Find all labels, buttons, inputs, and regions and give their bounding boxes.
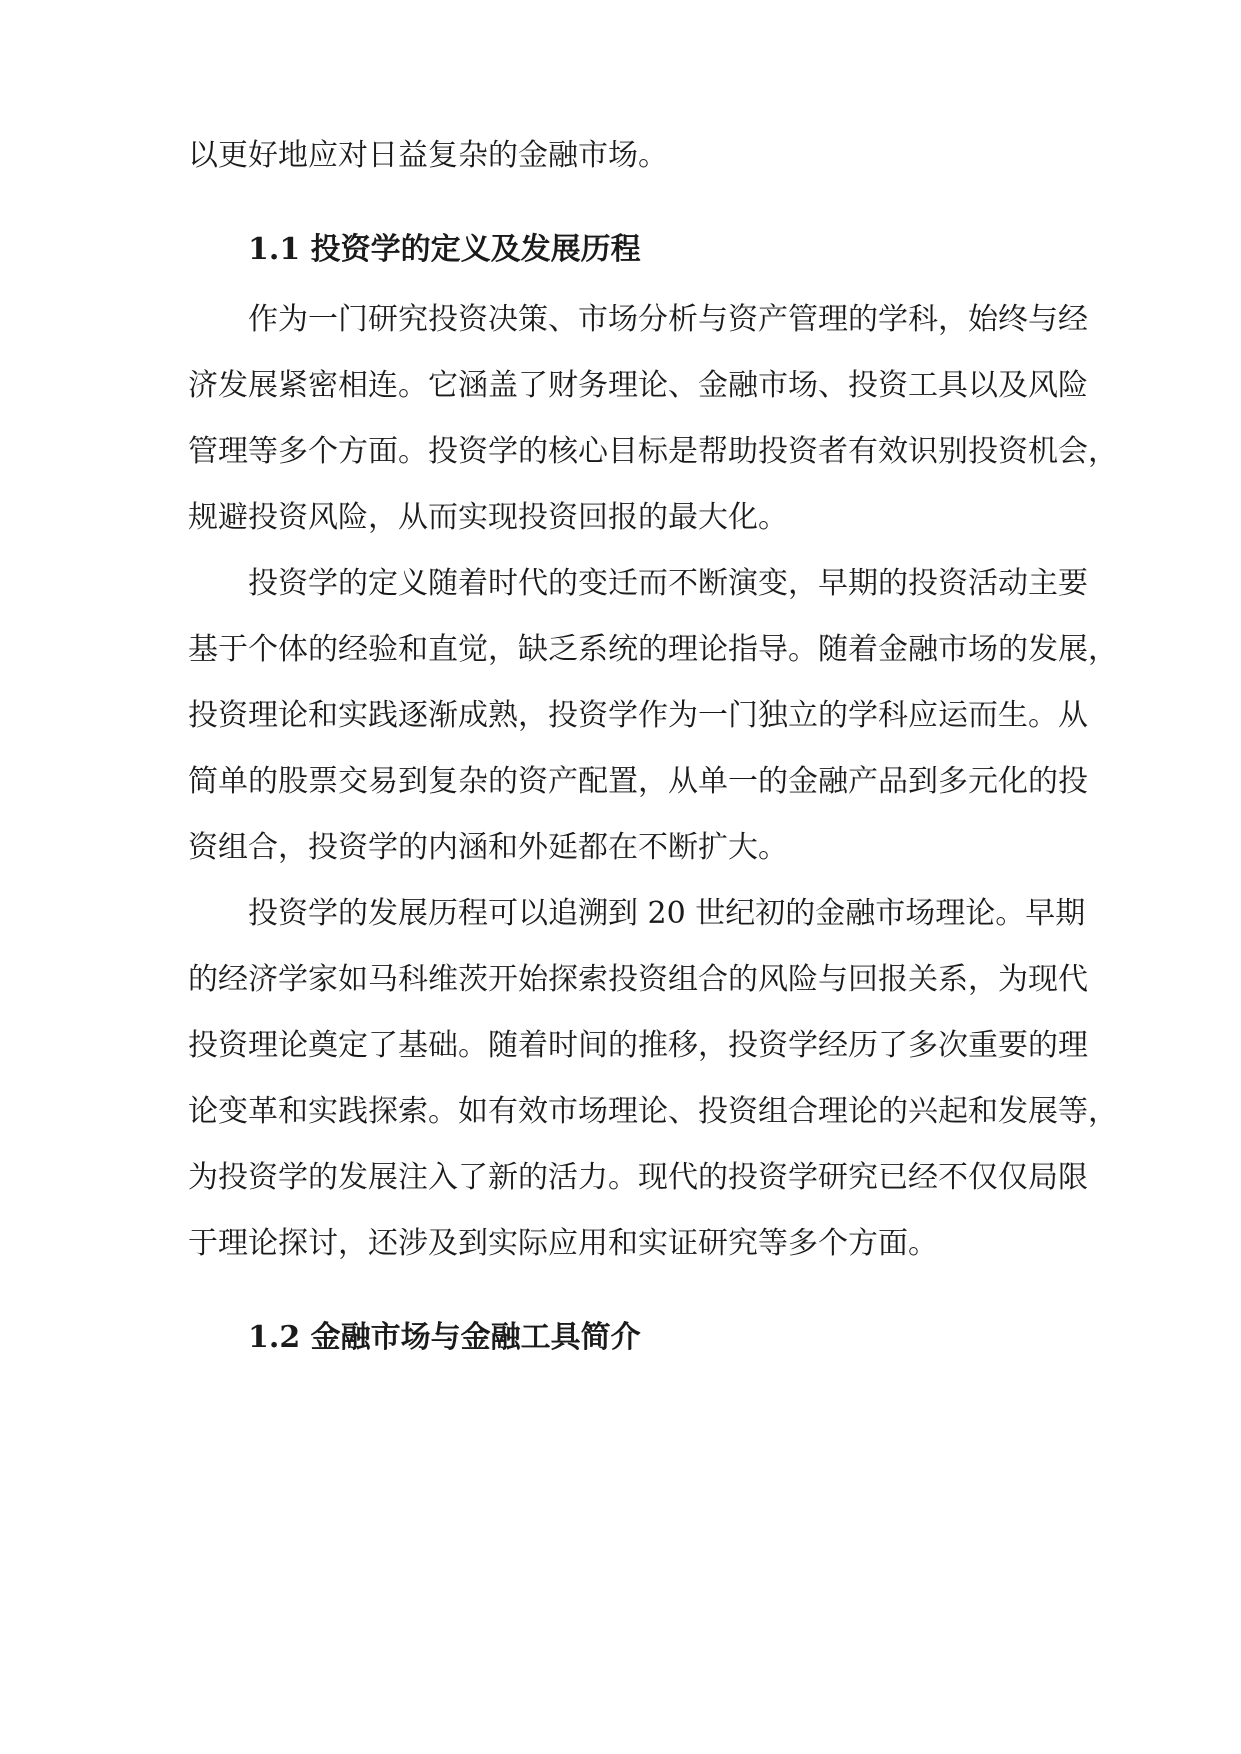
paragraph-3-line-4: 论变革和实践探索。如有效市场理论、投资组合理论的兴起和发展等， — [188, 1094, 1118, 1129]
paragraph-3-line-6: 于理论探讨，还涉及到实际应用和实证研究等多个方面。 — [188, 1226, 938, 1261]
intro-paragraph-line: 以更好地应对日益复杂的金融市场。 — [188, 138, 668, 173]
paragraph-2-line-5: 资组合，投资学的内涵和外延都在不断扩大。 — [188, 830, 788, 865]
paragraph-2-line-4: 简单的股票交易到复杂的资产配置，从单一的金融产品到多元化的投 — [188, 764, 1088, 799]
section-heading-1-1: 1.1 投资学的定义及发展历程 — [248, 232, 641, 267]
paragraph-2-line-1: 投资学的定义随着时代的变迁而不断演变，早期的投资活动主要 — [248, 566, 1088, 601]
paragraph-2-line-2: 基于个体的经验和直觉，缺乏系统的理论指导。随着金融市场的发展， — [188, 632, 1118, 667]
paragraph-1-line-3: 管理等多个方面。投资学的核心目标是帮助投资者有效识别投资机会， — [188, 434, 1118, 469]
paragraph-3-line-2: 的经济学家如马科维茨开始探索投资组合的风险与回报关系，为现代 — [188, 962, 1088, 997]
paragraph-3-line-1: 投资学的发展历程可以追溯到 20 世纪初的金融市场理论。早期 — [248, 896, 1086, 931]
paragraph-1-line-1: 作为一门研究投资决策、市场分析与资产管理的学科，始终与经 — [248, 302, 1088, 337]
paragraph-3-line-3: 投资理论奠定了基础。随着时间的推移，投资学经历了多次重要的理 — [188, 1028, 1088, 1063]
section-heading-1-2: 1.2 金融市场与金融工具简介 — [248, 1320, 641, 1355]
paragraph-1-line-4: 规避投资风险，从而实现投资回报的最大化。 — [188, 500, 788, 535]
paragraph-3-line-5: 为投资学的发展注入了新的活力。现代的投资学研究已经不仅仅局限 — [188, 1160, 1088, 1195]
paragraph-2-line-3: 投资理论和实践逐渐成熟，投资学作为一门独立的学科应运而生。从 — [188, 698, 1088, 733]
paragraph-1-line-2: 济发展紧密相连。它涵盖了财务理论、金融市场、投资工具以及风险 — [188, 368, 1088, 403]
